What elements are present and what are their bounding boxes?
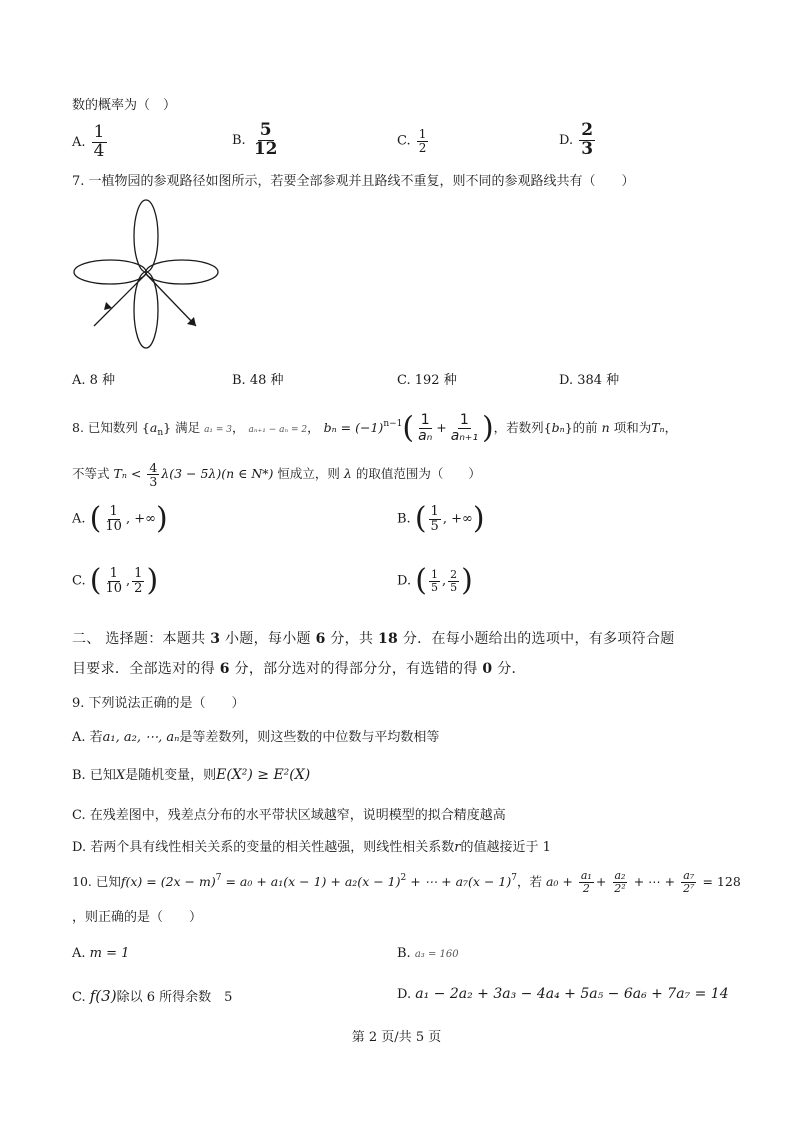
q8-option-a[interactable]: A. ( $\frac{1}{10}$ , +∞) — [72, 501, 168, 536]
q6-option-a[interactable]: A. $\frac{1}{4}$ — [72, 122, 105, 161]
exit-path — [146, 274, 196, 326]
seq-a-braces: $\{a_n\}$ — [141, 420, 172, 438]
petal-left — [74, 260, 146, 284]
q8-stem-line1: 8. 已知数列 $\{a_n\}$ 满足 a₁ = 3， aₙ₊₁ − aₙ = 2， $b_n = (-1)^{n-1}$( $\frac{1}{\text{aₙ}}$ + $\frac{1}{\text{aₙ₊₁}}$ )，若数列{bₙ}的前 n 项和为Tₙ， — [72, 410, 678, 446]
q10-option-a[interactable]: A. m = 1 — [72, 946, 130, 961]
q9-option-d[interactable]: D. 若两个具有线性相关关系的变量的相关性越强，则线性相关系数r的值越接近于 1 — [72, 840, 551, 855]
q9-option-a[interactable]: A. 若a₁, a₂, ⋯, aₙ是等差数列，则这些数的中位数与平均数相等 — [72, 730, 440, 745]
q8-stem-line2: 不等式 Tₙ < $\frac{4}{3}$ λ(3 − 5λ)(n ∈ N*) 恒成立，则 λ 的取值范围为（ ） — [72, 459, 481, 489]
q10-option-b[interactable]: B. a₃ = 160 — [397, 946, 459, 961]
q7-option-d[interactable]: D. 384 种 — [559, 373, 620, 388]
q9-option-c[interactable]: C. 在残差图中，残差点分布的水平带状区域越窄，说明模型的拟合精度越高 — [72, 808, 506, 823]
q6-option-b[interactable]: B. $\frac{5}{12}$ — [232, 120, 278, 159]
q6-option-c[interactable]: C. $\frac{1}{2}$ — [397, 127, 427, 155]
q7-option-c[interactable]: C. 192 种 — [397, 373, 457, 388]
q7-option-a[interactable]: A. 8 种 — [72, 373, 116, 388]
q7-stem: 7. 一植物园的参观路径如图所示，若要全部参观并且路线不重复，则不同的参观路线共有（ ） — [72, 174, 635, 189]
q10-option-d[interactable]: D. a₁ − 2a₂ + 3a₃ − 4a₄ + 5a₅ − 6a₆ + 7a₇ = 14 — [397, 986, 729, 1002]
q7-option-b[interactable]: B. 48 种 — [232, 373, 284, 388]
entry-path — [94, 274, 146, 326]
q8-option-c[interactable]: C. ( $\frac{1}{10}$ , $\frac{1}{2}$ ) — [72, 563, 159, 598]
garden-path-diagram — [66, 198, 226, 354]
q10-stem-line2: ，则正确的是（ ） — [72, 910, 203, 925]
q8-option-b[interactable]: B. ( $\frac{1}{5}$ , +∞) — [397, 501, 485, 536]
q9-stem: 9. 下列说法正确的是（ ） — [72, 696, 245, 711]
q10-stem-line1: 10. 已知$f(x) = (2x - m)^7 = a_0 + a_1(x - 1) + a_2(x - 1)^2$ + ⋯ + $a_7(x - 1)^7$，若 a₀ + $\frac{\text{a₁}}{2}$ + $\frac{\text{a₂}}{\text{2²}}$ + ⋯ + $\frac{\text{a₇}}{\text{2⁷}}$ = 128 — [72, 869, 741, 895]
q6-stem-tail: 数的概率为（ ） — [72, 98, 177, 113]
petal-top — [134, 200, 158, 272]
q9-option-b[interactable]: B. 已知X是随机变量，则E(X²) ≥ E²(X) — [72, 767, 311, 783]
q6-option-d[interactable]: D. $\frac{2}{3}$ — [559, 120, 594, 159]
section2-instructions-line1: 二、 选择题：本题共 3 小题，每小题 6 分，共 18 分．在每小题给出的选项中，有多项符合题 — [72, 631, 675, 647]
q8-option-d[interactable]: D. ( $\frac{1}{5}$ , $\frac{2}{5}$ ) — [397, 563, 473, 598]
petal-right — [146, 260, 218, 284]
page-footer: 第 2 页/共 5 页 — [351, 1030, 442, 1045]
q10-option-c[interactable]: C. f(3)除以 6 所得余数 5 — [72, 987, 233, 1005]
section2-instructions-line2: 目要求．全部选对的得 6 分，部分选对的得部分分，有选错的得 0 分． — [72, 661, 526, 677]
